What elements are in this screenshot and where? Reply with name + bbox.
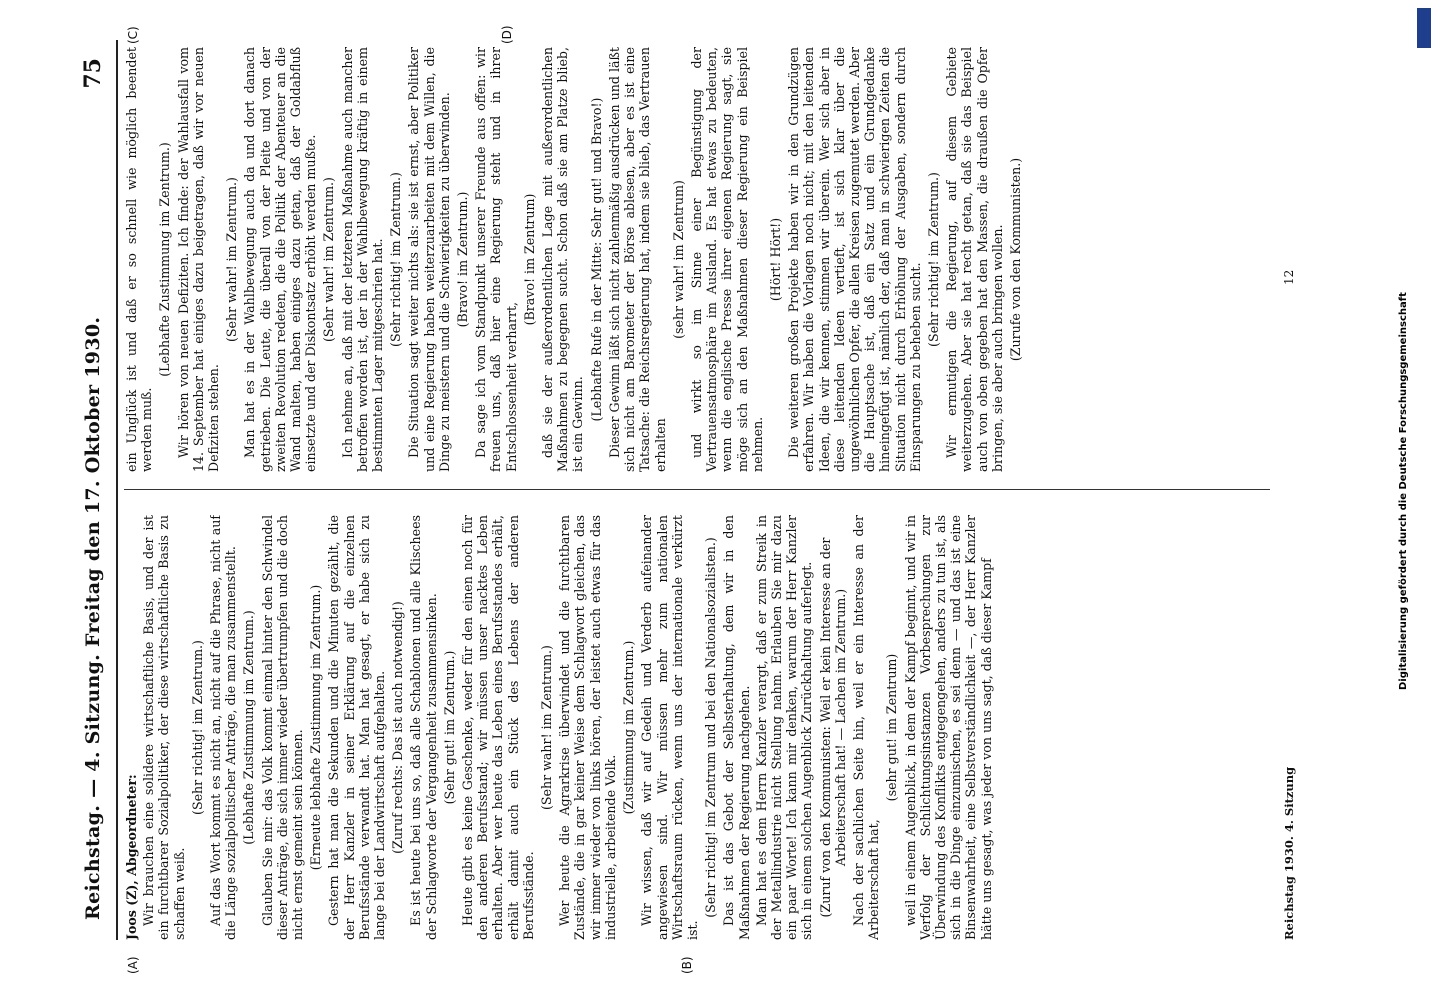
interjection: (Sehr wahr! im Zentrum.) [321, 177, 337, 342]
paragraph: Wer heute die Agrarkrise überwindet und die furchtbaren Zustände, die in gar keiner Weise dem Schlagwort gleichen, das wir immer wieder von links hören, der leistet auch etwas für das industrielle, arbeitende Volk. [557, 515, 618, 940]
footer-sheet-number: 12 [1282, 269, 1296, 285]
interjection: (Zustimmung im Zentrum.) [621, 640, 637, 815]
paragraph: daß sie der außerordentlichen Lage mit außerordentlichen Maßnahmen zu begegnen sucht. Schon daß sie am Platze blieb, ist ein Gewinn. [540, 47, 586, 472]
paragraph: Man hat es in der Wahlbewegung auch da und dort danach getrieben. Die Leute, die überall von der Pleite und von der zweiten Revolution redeten, die die Politik der Abenteuer an die Wand malten, haben einiges dazu getan, daß der Goldabfluß einsetzte und der Diskontsatz erhöht werden mußte. [242, 47, 319, 472]
interjection: (Bravo! im Zentrum.) [455, 191, 471, 328]
interjection: (Sehr richtig! im Zentrum.) [388, 172, 404, 347]
paragraph: Gestern hat man die Sekunden und die Minuten gezählt, die der Herr Kanzler in seiner Erklärung auf die einzelnen Berufsstände verwandt hat. Man hat gesagt, er habe sich zu lange bei der Landwirtschaft aufgehalten. [326, 515, 388, 940]
interjection: (Sehr wahr! im Zentrum.) [539, 645, 555, 810]
interjection: (Sehr wahr! im Zentrum.) [224, 177, 240, 342]
paragraph: Man hat es dem Herrn Kanzler verargt, daß er zum Streik in der Metallindustrie nicht Stellung nahm. Erlauben Sie mir dazu ein paar Worte! Ich kann mir denken, warum der Herr Kanzler sich in einem solchen Augenblick Zurückhaltung auferlegt. [753, 515, 815, 940]
paragraph: Heute gibt es keine Geschenke, weder für den einen noch für den anderen Berufsstand; wir müssen unser nacktes Leben erhalten. Aber wer heute das Leben eines Berufsstandes erhält, erhält damit auch ein Stück des Lebens der anderen Berufsstände. [460, 515, 536, 940]
paragraph: ein Unglück ist und daß er so schnell wie möglich beendet werden muß. [124, 47, 155, 472]
paragraph: weil in einem Augenblick, in dem der Kampf beginnt, und wir in Verfolg der Schlichtungsinstanzen Vorbesprechungen zur Überwindung des Konflikts entgegengehen, anders zu tun ist, als sich in die Dinge einzumischen, es sei denn — und das ist eine Binsenwahrheit, eine Selbstverständlichkeit —, der Herr Kanzler hätte uns gesagt, was jeder von uns sagt, daß dieser Kampf [902, 515, 994, 940]
interjection: (Lebhafte Zustimmung im Zentrum.) [241, 610, 257, 845]
dfg-logo [1408, 8, 1431, 48]
speaker-name: Joos (Z), Abgeordneter: [124, 774, 139, 940]
interjection: (Sehr richtig! im Zentrum.) [189, 640, 205, 815]
paragraph: Nach der sachlichen Seite hin, weil er ein Interesse an der Arbeiterschaft hat, [850, 515, 882, 940]
paragraph: Das ist das Gebot der Selbsterhaltung, dem wir in den Maßnahmen der Regierung nachgehen. [721, 515, 752, 940]
interjection: (sehr wahr! im Zentrum) [670, 180, 686, 339]
paragraph: Wir wissen, daß wir auf Gedeih und Verderb aufeinander angewiesen sind. Wir müssen mehr zum nationalen Wirtschaftsraum rücken, wenn uns der internationale verkürzt ist. [639, 515, 700, 940]
page-number: 75 [80, 58, 106, 89]
footer-session: Reichstag 1930. 4. Sitzung [1282, 766, 1296, 940]
paragraph: Glauben Sie mir: das Volk kommt einmal hinter den Schwindel dieser Anträge, die sich immer wieder übertrumpfen und die doch nicht ernst gemeint sein können. [259, 515, 306, 940]
interjection: (Erneute lebhafte Zustimmung im Zentrum.) [308, 584, 324, 871]
margin-marker-d: (D) [500, 25, 514, 44]
column-divider [124, 489, 1270, 490]
margin-marker-c: (C) [126, 26, 140, 44]
interjection: (sehr gut! im Zentrum) [884, 653, 900, 802]
margin-marker-a: (A) [126, 956, 140, 974]
header-title: Reichstag. — 4. Sitzung. Freitag den 17. Oktober 1930. [82, 316, 104, 920]
side-note-text: Digitalisierung gefördert durch die Deutsche Forschungsgemeinschaft [1398, 292, 1409, 690]
paragraph: Wir hören von neuen Defiziten. Ich finde: der Wahlausfall vom 14. September hat einiges dazu beigetragen, daß wir vor neuen Defiziten stehen. [175, 47, 222, 472]
header-rule [116, 40, 118, 940]
paragraph: Auf das Wort kommt es nicht an, nicht auf die Phrase, nicht auf die Länge sozialpolitischer Anträge, die man zusammenstellt. [208, 515, 239, 940]
digitization-side-note [1392, 0, 1422, 1000]
rotated-document-page [80, 25, 1310, 974]
paragraph: Dieser Gewinn läßt sich nicht zahlenmäßig ausdrücken und läßt sich nicht am Barometer der Börse ablesen, aber es ist eine Tatsache: die Reichsregierung hat, indem sie blieb, das Vertrauen erhalten [606, 47, 668, 472]
interjection: (Lebhafte Rufe in der Mitte: Sehr gut! und Bravo!) [588, 97, 604, 422]
interjection: (Zuruf rechts: Das ist auch notwendig!) [390, 601, 406, 854]
paragraph: Die Situation sagt weiter nichts als: sie ist ernst, aber Politiker und eine Regierung haben weiterzuarbeiten mit dem Willen, die Dinge zu meistern und die Schwierigkeiten zu überwinden. [406, 47, 452, 472]
interjection: (Bravo! im Zentrum) [521, 193, 537, 326]
margin-marker-b: (B) [680, 956, 694, 974]
interjection: (Sehr richtig! im Zentrum.) [925, 172, 941, 347]
paragraph: Es ist heute bei uns so, daß alle Schablonen und alle Klischees der Schlagworte der Vergangenheit zusammensinken. [408, 515, 439, 940]
page-header [80, 40, 116, 940]
interjection: (Zurufe von den Kommunisten.) [1007, 157, 1023, 362]
paragraph: Ich nehme an, daß mit der letzteren Maßnahme auch mancher betroffen worden ist, der in der Wahlbewegung kräftig in einem bestimmten Lager mitgeschrien hat. [339, 47, 386, 472]
paragraph: Wir ermutigen die Regierung, auf diesem Gebiete weiterzugehen. Aber sie hat recht getan, daß sie das Beispiel auch von oben gegeben hat den Massen, die draußen die Opfer bringen, sie aber auch bringen wollen. [944, 47, 1005, 472]
dfg-logo-text: DFG [1408, 16, 1418, 35]
left-column [124, 515, 1270, 940]
paragraph: Wir brauchen eine solidere wirtschaftliche Basis, und der ist ein furchtbarer Sozialpolitiker, der diese wirtschaftliche Basis zu schaffen weiß. [141, 515, 187, 940]
interjection: (Sehr richtig! im Zentrum und bei den Nationalsozialisten.) [703, 537, 719, 918]
interjection: (Sehr gut! im Zentrum.) [441, 650, 457, 805]
paragraph: Da sage ich vom Standpunkt unserer Freunde aus offen: wir freuen uns, daß hier eine Regierung steht und in ihrer Entschlossenheit verharrt, [473, 47, 519, 472]
interjection: (Hört! Hört!) [767, 217, 783, 302]
interjection: (Zuruf von den Kommunisten: Weil er kein Interesse an der Arbeiterschaft hat! — Lachen im Zentrum.) [817, 537, 848, 918]
interjection: (Lebhafte Zustimmung im Zentrum.) [157, 142, 173, 377]
paragraph: und wirkt so im Sinne einer Begünstigung der Vertrauensatmosphäre im Ausland. Es hat etwas zu bedeuten, wenn die englische Presse ihrer eigenen Regierung sagt, sie möge sich an den Maßnahmen dieser Regierung ein Beispiel nehmen. [688, 47, 765, 472]
paragraph: Die weiteren großen Projekte haben wir in den Grundzügen erfahren. Wir haben die Vorlagen noch nicht; mit den leitenden Ideen, die wir kennen, stimmen wir überein. Wer sich aber in diese leitenden Ideen vertieft, ist sich klar über die ungewöhnlichen Opfer, die allen Kreisen zugemutet werden. Aber die Hauptsache ist, daß ein Satz und ein Grundgedanke hineingefügt ist, nämlich der, daß man in schwierigen Zeiten die Situation nicht durch Erhöhung der Ausgaben, sondern durch Einsparungen zu beheben sucht. [786, 47, 923, 472]
right-column [124, 47, 1270, 472]
